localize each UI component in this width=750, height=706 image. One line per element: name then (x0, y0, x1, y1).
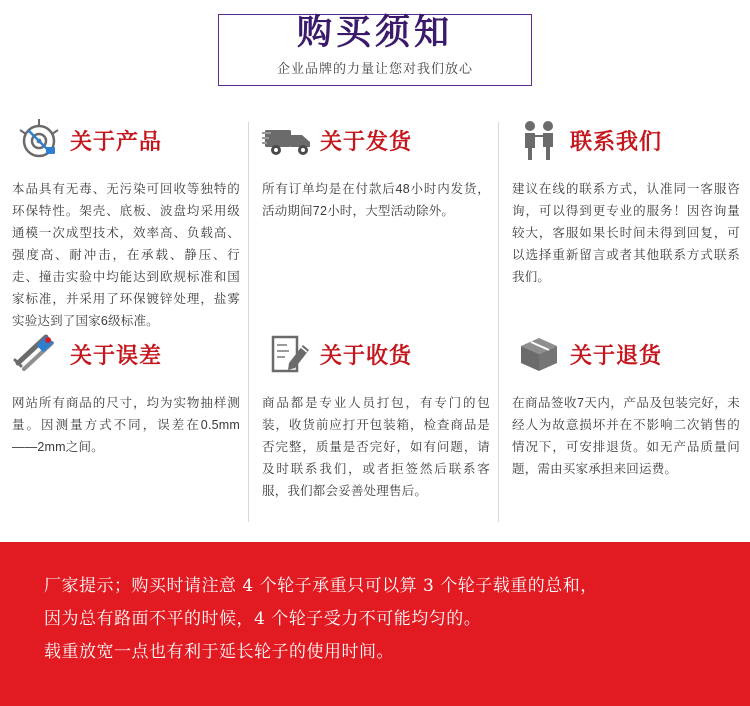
section-return (512, 326, 740, 480)
page-subtitle-text: 企业品牌的力量让您对我们放心 (271, 58, 479, 77)
section-header (12, 112, 240, 168)
notice-line: 厂家提示；购买时请注意 4 个轮子承重只可以算 3 个轮子载重的总和， (44, 576, 598, 596)
truck-icon (262, 115, 316, 165)
section-title: 关于收货 (320, 342, 413, 369)
box-return-icon (512, 329, 566, 379)
section-header (262, 326, 490, 382)
page-subtitle (0, 58, 750, 77)
section-body: 商品都是专业人员打包，有专门的包装，收货前应打开包装箱，检查商品是否完整，质量是否完好，如有问题，请及时联系我们，或者拒签然后联系客服，我们都会妥善处理售后。 (262, 396, 490, 498)
section-body: 在商品签收7天内，产品及包装完好，未经人为故意损坏并在不影响二次销售的情况下，可安排退货。如无产品质量问题，需由买家承担来回运费。 (512, 396, 740, 476)
page-title: 购买须知 (296, 12, 453, 53)
section-title: 关于退货 (570, 342, 663, 369)
section-body: 建议在线的联系方式，认准同一客服咨询，可以得到更专业的服务！因咨询量较大，客服如果长时间未得到回复，可以选择重新留言或者其他联系方式联系我们。 (512, 182, 740, 284)
caliper-wheel-icon (12, 115, 66, 165)
column-divider-2 (498, 122, 499, 522)
signature-icon (262, 329, 316, 379)
section-header (512, 326, 740, 382)
section-header (12, 326, 240, 382)
section-receiving (262, 326, 490, 502)
caliper-icon (12, 329, 66, 379)
column-divider-1 (248, 122, 249, 522)
section-title: 关于误差 (70, 342, 163, 369)
section-body: 所有订单均是在付款后48小时内发货，活动期间72小时，大型活动除外。 (262, 182, 490, 218)
section-body: 本品具有无毒、无污染可回收等独特的环保特性。架壳、底板、波盘均采用级通模一次成型技术，效率高、负载高、强度高、耐冲击，在承载、静压、行走、撞击实验中均能达到欧规标准和国家标准，并采用了环保镀锌处理，盐雾实验达到了国家6级标准。 (12, 182, 240, 328)
sections-grid (0, 108, 750, 538)
section-title: 联系我们 (570, 128, 663, 155)
section-product (12, 112, 240, 332)
notice-line: 载重放宽一点也有利于延长轮子的使用时间。 (44, 642, 394, 662)
section-contact (512, 112, 740, 288)
manufacturer-notice-banner (0, 542, 750, 706)
notice-line: 因为总有路面不平的时候，4 个轮子受力不可能均匀的。 (44, 609, 482, 629)
section-header (262, 112, 490, 168)
section-shipping (262, 112, 490, 222)
section-title: 关于产品 (70, 128, 163, 155)
section-tolerance (12, 326, 240, 458)
page-header (0, 0, 750, 108)
section-body: 网站所有商品的尺寸，均为实物抽样测量。因测量方式不同，误差在0.5mm——2mm之间。 (12, 396, 240, 454)
section-title: 关于发货 (320, 128, 413, 155)
contact-people-icon (512, 115, 566, 165)
section-header (512, 112, 740, 168)
